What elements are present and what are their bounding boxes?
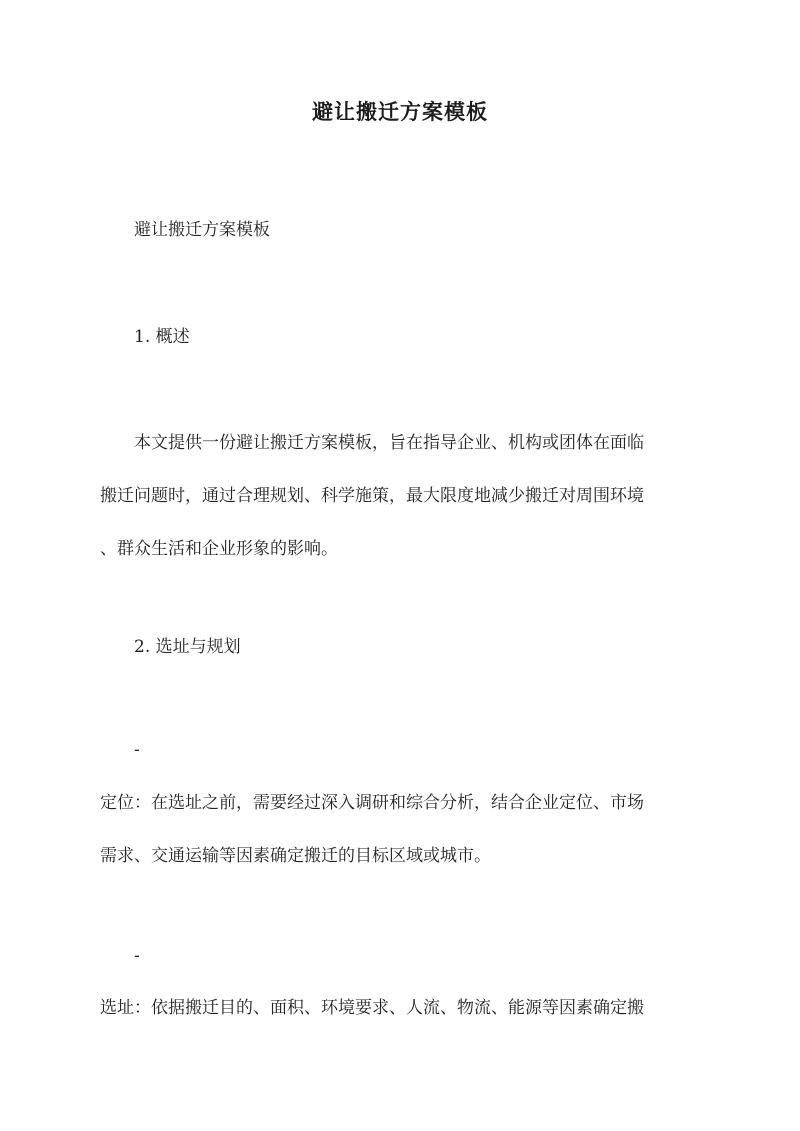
paragraph-line: 本文提供一份避让搬迁方案模板，旨在指导企业、机构或团体在面临 bbox=[134, 433, 644, 453]
item-line: 选址：依据搬迁目的、面积、环境要求、人流、物流、能源等因素确定搬 bbox=[100, 998, 644, 1018]
list-marker: - bbox=[134, 740, 140, 760]
section-2-heading: 2. 选址与规划 bbox=[134, 637, 241, 657]
document-subtitle: 避让搬迁方案模板 bbox=[134, 220, 270, 240]
item-line: 定位：在选址之前，需要经过深入调研和综合分析，结合企业定位、市场 bbox=[100, 793, 644, 813]
paragraph-line: 、群众生活和企业形象的影响。 bbox=[100, 539, 338, 559]
item-line: 需求、交通运输等因素确定搬迁的目标区域或城市。 bbox=[100, 846, 491, 866]
list-marker: - bbox=[134, 946, 140, 966]
paragraph-line: 搬迁问题时，通过合理规划、科学施策，最大限度地减少搬迁对周围环境 bbox=[100, 486, 644, 506]
document-title: 避让搬迁方案模板 bbox=[312, 99, 488, 124]
section-1-heading: 1. 概述 bbox=[134, 327, 190, 347]
